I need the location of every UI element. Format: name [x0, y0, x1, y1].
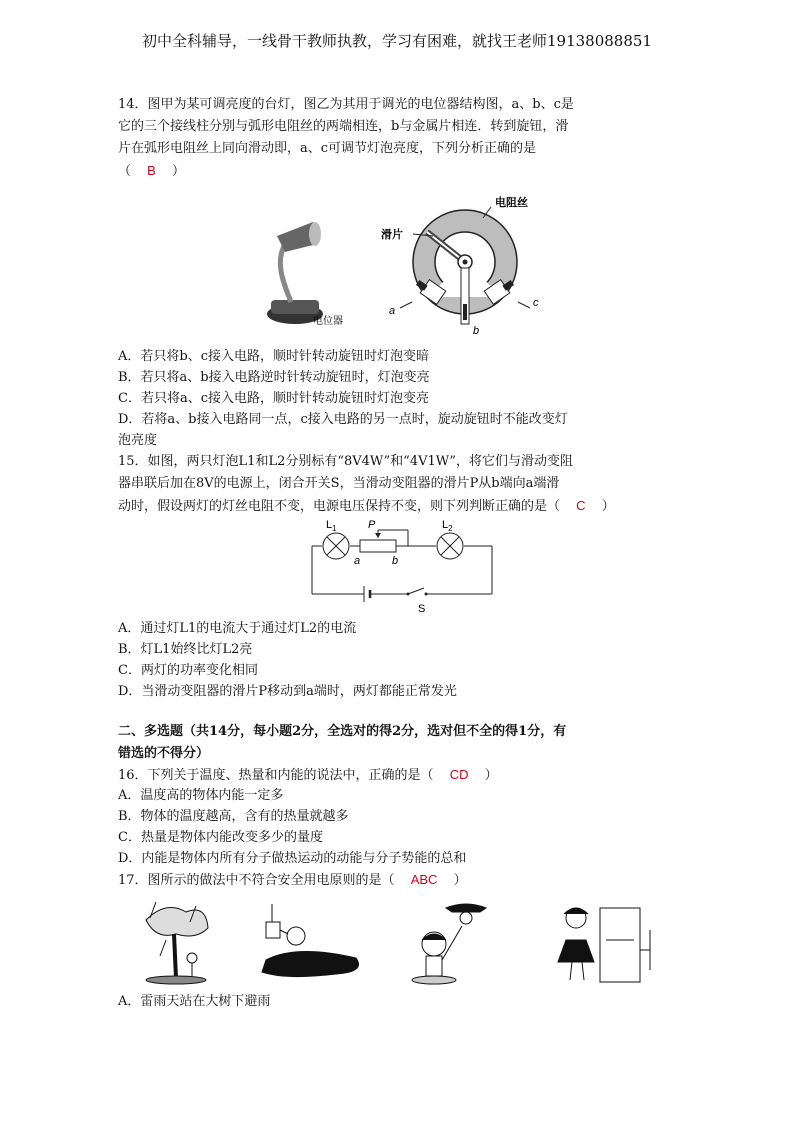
q17-illustrations — [136, 900, 656, 988]
lamp-l2-symbol — [437, 533, 463, 559]
q16-answer: CD — [449, 767, 469, 782]
l2-label: $L_2$ — [442, 519, 453, 533]
paren-close: ） — [453, 873, 467, 888]
q15-option-d: D．当滑动变阻器的滑片P移动到a端时，两灯都能正常发光 — [118, 684, 457, 699]
q15-stem-line-3 — [118, 497, 615, 516]
paren-open: （ — [118, 164, 132, 179]
terminal-c-label: c — [533, 297, 539, 309]
q15-circuit-figure — [308, 516, 498, 616]
b-label: b — [392, 555, 399, 567]
page-header: 初中全科辅导，一线骨干教师执教，学习有困难，就找王老师19138088851 — [142, 32, 652, 50]
paren-close: ） — [171, 164, 185, 179]
q15-stem-line-1: 15．如图，两只灯泡L1和L2分别标有“8V4W”和“4V1W”，将它们与滑动变阻 — [118, 454, 574, 469]
q14-stem-line-2: 它的三个接线柱分别与弧形电阻丝的两端相连，b与金属片相连．转到旋钮，滑 — [118, 119, 569, 134]
section2-heading-line-2: 错选的不得分） — [118, 746, 210, 761]
lamp-l1-symbol — [323, 533, 349, 559]
q14-option-b: B．若只将a、b接入电路逆时针转动旋钮时，灯泡变亮 — [118, 370, 430, 385]
paren-close: ） — [484, 768, 498, 783]
slider-arrow — [375, 533, 381, 538]
girl-refrigerator-illustration — [558, 908, 650, 982]
s-label: S — [418, 603, 426, 615]
q17-stem-text: 17．图所示的做法中不符合安全用电原则的是（ — [118, 873, 395, 888]
q15-option-b: B．灯L1始终比灯L2亮 — [118, 642, 253, 657]
boy-lightbulb-illustration — [412, 904, 486, 984]
q14-answer-line — [118, 162, 185, 181]
q15-option-a: A．通过灯L1的电流大于通过灯L2的电流 — [118, 621, 357, 636]
q14-stem-line-3: 片在弧形电阻丝上同向滑动即，a、c可调节灯泡亮度，下列分析正确的是 — [118, 141, 537, 156]
q14-option-a: A．若只将b、c接入电路，顺时针转动旋钮时灯泡变暗 — [118, 349, 429, 364]
q14-answer: B — [147, 163, 156, 178]
desk-lamp-image — [267, 222, 323, 324]
q17-option-a: A．雷雨天站在大树下避雨 — [118, 994, 271, 1009]
wire-label: 电阻丝 — [495, 197, 528, 209]
tree-rain-illustration — [146, 902, 208, 984]
q14-figure — [255, 192, 585, 342]
q16-stem-line — [118, 766, 498, 785]
slider-label: 滑片 — [381, 229, 403, 241]
lamp-label: 电位器 — [313, 316, 343, 327]
q15-option-c: C．两灯的功率变化相同 — [118, 663, 258, 678]
q15-stem-text: 动时，假设两灯的灯丝电阻不变，电源电压保持不变，则下列判断正确的是（ — [118, 499, 561, 514]
rheostat-symbol — [360, 540, 396, 552]
q14-option-d-cont: 泡亮度 — [118, 433, 158, 448]
q14-stem-line-1: 14．图甲为某可调亮度的台灯，图乙为其用于调光的电位器结构图，a、b、c是 — [118, 97, 574, 112]
q15-stem-line-2: 器串联后加在8V的电源上，闭合开关S，当滑动变阻器的滑片P从b端向a端滑 — [118, 476, 560, 491]
p-label: P — [368, 519, 376, 531]
section2-heading-line-1: 二、多选题（共14分，每小题2分，全选对的得2分，选对但不全的得1分，有 — [118, 724, 567, 739]
q16-option-b: B．物体的温度越高，含有的热量就越多 — [118, 809, 349, 824]
battery-symbol — [364, 586, 370, 602]
q16-option-a: A．温度高的物体内能一定多 — [118, 788, 284, 803]
outlet-illustration — [262, 904, 359, 977]
terminal-b-label: b — [473, 325, 480, 337]
paren-close: ） — [601, 499, 615, 514]
q14-option-d: D．若将a、b接入电路同一点，c接入电路的另一点时，旋动旋钮时不能改变灯 — [118, 412, 568, 427]
q16-option-c: C．热量是物体内能改变多少的量度 — [118, 830, 323, 845]
terminal-a-label: a — [389, 305, 396, 317]
q14-option-c: C．若只将a、c接入电路，顺时针转动旋钮时灯泡变亮 — [118, 391, 429, 406]
q17-stem-line — [118, 871, 467, 890]
potentiometer-diagram — [400, 207, 530, 324]
l1-label: $L_1$ — [326, 519, 337, 533]
q15-answer: C — [576, 498, 586, 513]
q16-stem-text: 16．下列关于温度、热量和内能的说法中，正确的是（ — [118, 768, 434, 783]
q17-answer: ABC — [410, 872, 438, 887]
a-label: a — [354, 555, 361, 567]
q16-option-d: D．内能是物体内所有分子做热运动的动能与分子势能的总和 — [118, 851, 467, 866]
